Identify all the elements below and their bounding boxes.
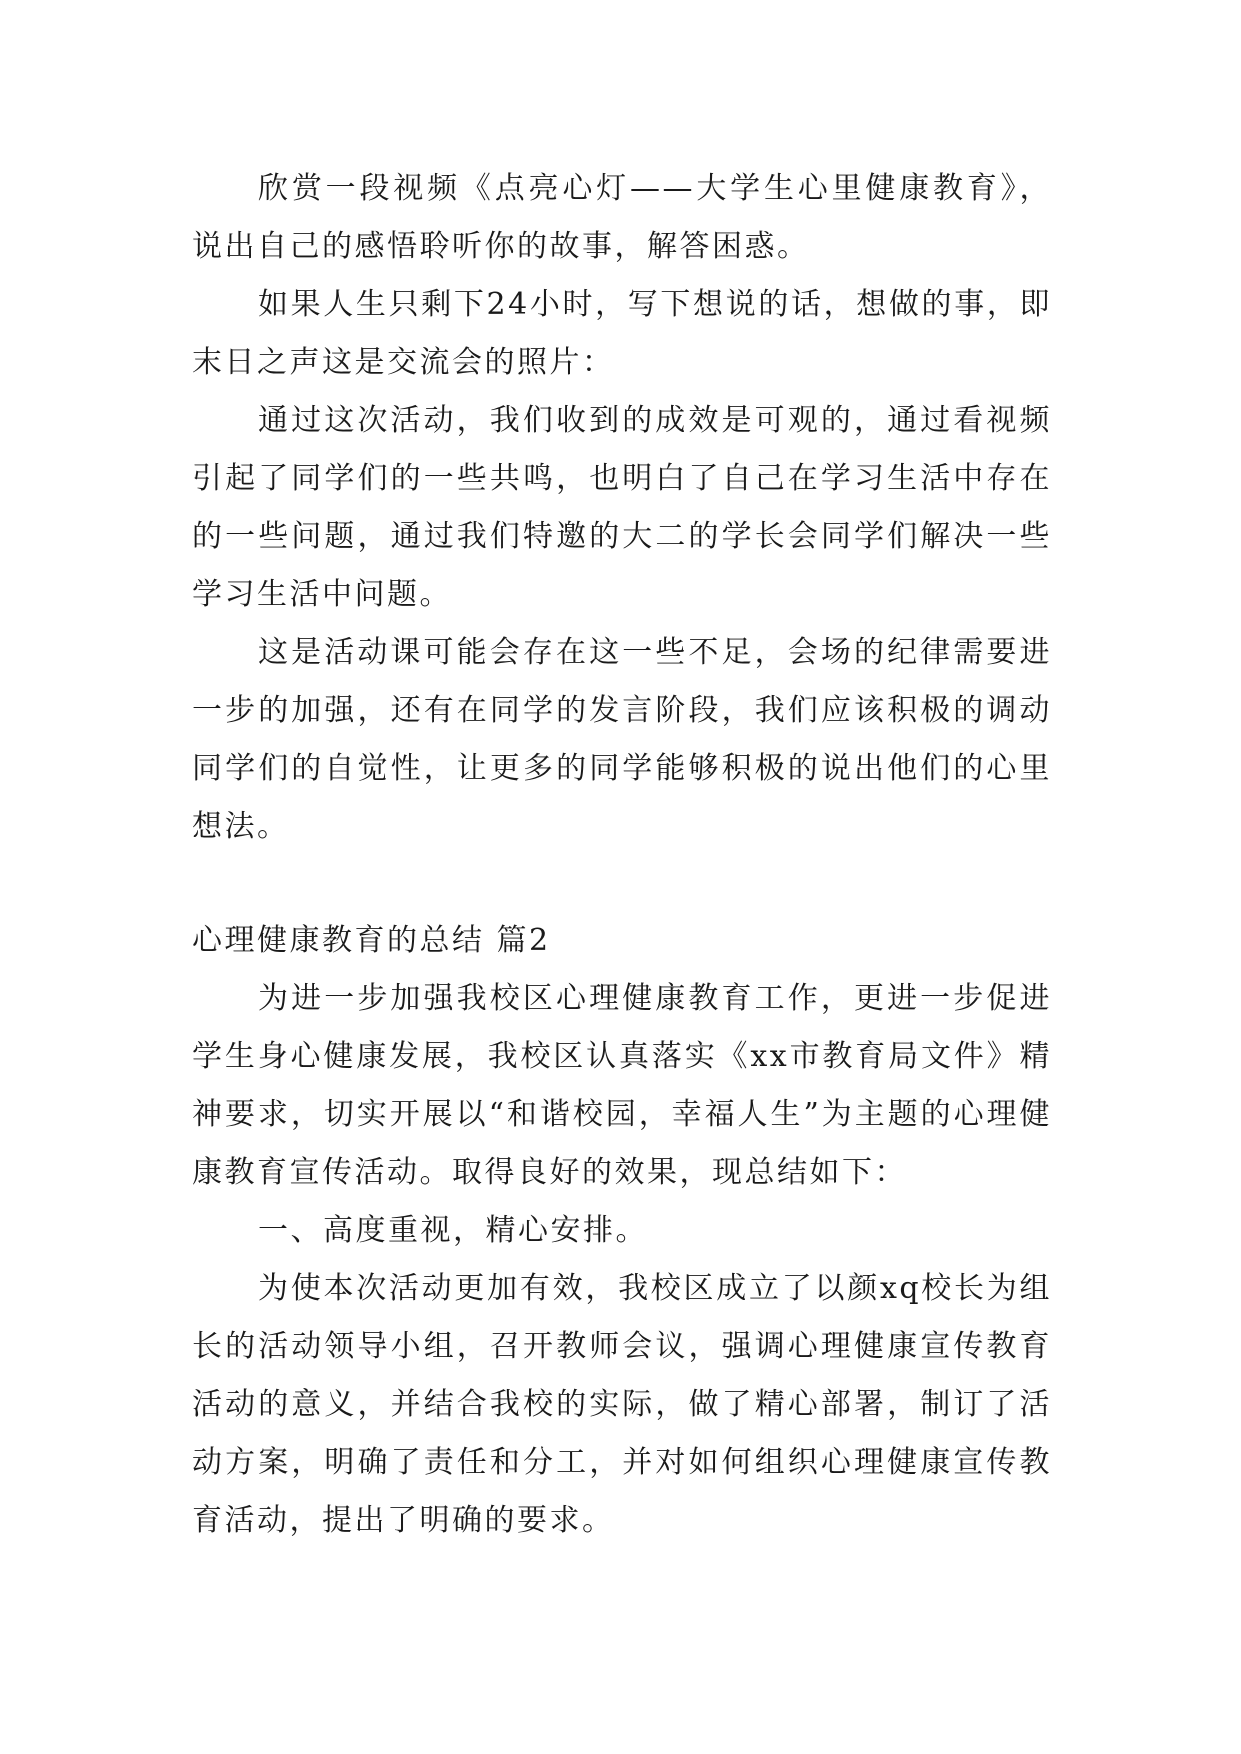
paragraph-leadership: 为使本次活动更加有效，我校区成立了以颜xq校长为组长的活动领导小组，召开教师会议，强调心理健康宣传教育活动的意义，并结合我校的实际，做了精心部署，制订了活动方案，明确了责任和分工，并对如何组织心理健康宣传教育活动，提出了明确的要求。 xyxy=(192,1271,1052,1538)
section-heading: 心理健康教育的总结 篇2 xyxy=(192,923,551,958)
paragraph-shortcomings: 这是活动课可能会存在这一些不足，会场的纪律需要进一步的加强，还有在同学的发言阶段，我们应该积极的调动同学们的自觉性，让更多的同学能够积极的说出他们的心里想法。 xyxy=(192,635,1052,844)
section-spacer xyxy=(192,856,1052,912)
paragraph-intro: 为进一步加强我校区心理健康教育工作，更进一步促进学生身心健康发展，我校区认真落实《xx市教育局文件》精神要求，切实开展以“和谐校园，幸福人生”为主题的心理健康教育宣传活动。取得良好的效果，现总结如下： xyxy=(192,981,1052,1190)
paragraph-24-hours: 如果人生只剩下24小时，写下想说的话，想做的事，即末日之声这是交流会的照片： xyxy=(192,287,1052,380)
paragraph-results: 通过这次活动，我们收到的成效是可观的，通过看视频引起了同学们的一些共鸣，也明白了自己在学习生活中存在的一些问题，通过我们特邀的大二的学长会同学们解决一些学习生活中问题。 xyxy=(192,403,1052,612)
paragraph-video: 欣赏一段视频《点亮心灯——大学生心里健康教育》，说出自己的感悟聆听你的故事，解答困惑。 xyxy=(192,171,1052,264)
document-body xyxy=(192,160,1052,1550)
paragraph-point-one: 一、高度重视，精心安排。 xyxy=(258,1213,648,1248)
